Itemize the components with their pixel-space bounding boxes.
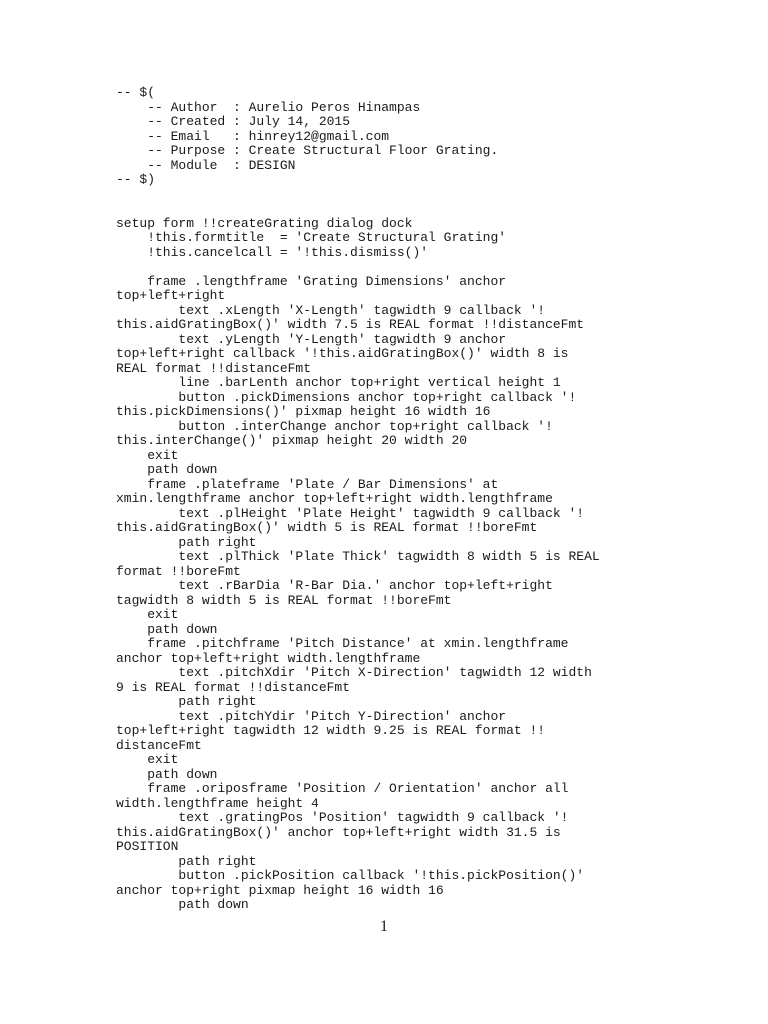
code-line <box>116 260 676 275</box>
code-line: text .pitchXdir 'Pitch X-Direction' tagwidth 12 width <box>116 665 592 680</box>
code-line: exit <box>116 607 179 622</box>
code-line: exit <box>116 447 179 463</box>
code-line: exit <box>116 752 179 767</box>
code-line: anchor top+right pixmap height 16 width 16 <box>116 882 444 898</box>
code-line <box>116 188 676 203</box>
code-line: frame .lengthframe 'Grating Dimensions' anchor <box>116 273 507 289</box>
code-line: -- Module : DESIGN <box>116 157 296 173</box>
code-line: path down <box>116 766 218 782</box>
code-line: -- Author : Aurelio Peros Hinampas <box>116 99 421 115</box>
code-line: -- Purpose : Create Structural Floor Grating. <box>116 143 499 158</box>
code-line: this.pickDimensions()' pixmap height 16 width 16 <box>116 404 491 419</box>
code-line: 9 is REAL format !!distanceFmt <box>116 679 351 695</box>
code-line: frame .pitchframe 'Pitch Distance' at xmin.lengthframe <box>116 636 569 651</box>
code-line: frame .plateframe 'Plate / Bar Dimensions' at <box>116 476 499 492</box>
code-listing <box>116 86 676 913</box>
code-line: !this.formtitle = 'Create Structural Grating' <box>116 230 507 245</box>
code-line: text .plThick 'Plate Thick' tagwidth 8 width 5 is REAL <box>116 549 600 564</box>
code-line: POSITION <box>116 839 179 854</box>
code-line: format !!boreFmt <box>116 563 241 579</box>
code-line: this.aidGratingBox()' width 5 is REAL format !!boreFmt <box>116 520 538 535</box>
code-line: text .yLength 'Y-Length' tagwidth 9 anchor <box>116 331 507 347</box>
code-line: REAL format !!distanceFmt <box>116 360 312 376</box>
code-line: -- $) <box>116 172 156 187</box>
code-line: text .plHeight 'Plate Height' tagwidth 9 callback '! <box>116 505 585 521</box>
code-line: setup form !!createGrating dialog dock <box>116 215 413 231</box>
code-line: text .xLength 'X-Length' tagwidth 9 callback '! <box>116 302 546 318</box>
code-line: button .pickDimensions anchor top+right callback '! <box>116 389 577 405</box>
code-line: this.aidGratingBox()' anchor top+left+right width 31.5 is <box>116 824 561 840</box>
code-line: frame .oriposframe 'Position / Orientation' anchor all <box>116 781 569 796</box>
code-line: -- Created : July 14, 2015 <box>116 114 351 129</box>
code-line: distanceFmt <box>116 737 202 753</box>
code-line: xmin.lengthframe anchor top+left+right width.lengthframe <box>116 491 553 506</box>
code-line <box>116 202 676 217</box>
code-line: path down <box>116 897 249 912</box>
code-line: this.aidGratingBox()' width 7.5 is REAL format !!distanceFmt <box>116 317 585 332</box>
page-number: 1 <box>380 918 388 935</box>
code-line: -- Email : hinrey12@gmail.com <box>116 128 390 144</box>
code-line: text .pitchYdir 'Pitch Y-Direction' anchor <box>116 708 507 724</box>
code-line: text .gratingPos 'Position' tagwidth 9 callback '! <box>116 810 569 825</box>
code-line: text .rBarDia 'R-Bar Dia.' anchor top+left+right <box>116 578 553 593</box>
code-line: path right <box>116 534 257 550</box>
code-line: top+left+right callback '!this.aidGratingBox()' width 8 is <box>116 346 569 361</box>
code-line: line .barLenth anchor top+right vertical height 1 <box>116 375 561 390</box>
code-line: path down <box>116 621 218 637</box>
code-line: button .pickPosition callback '!this.pickPosition()' <box>116 868 585 883</box>
code-line: this.interChange()' pixmap height 20 width 20 <box>116 433 468 448</box>
code-line: top+left+right tagwidth 12 width 9.25 is REAL format !! <box>116 723 546 738</box>
code-line: -- $( <box>116 85 156 100</box>
code-line: tagwidth 8 width 5 is REAL format !!boreFmt <box>116 592 452 608</box>
code-line: path right <box>116 853 257 869</box>
code-line: width.lengthframe height 4 <box>116 795 319 811</box>
code-line: button .interChange anchor top+right callback '! <box>116 418 553 434</box>
code-line: !this.cancelcall = '!this.dismiss()' <box>116 244 429 260</box>
code-line: top+left+right <box>116 288 226 303</box>
code-line: path right <box>116 694 257 709</box>
code-line: anchor top+left+right width.lengthframe <box>116 650 421 666</box>
code-line: path down <box>116 462 218 477</box>
